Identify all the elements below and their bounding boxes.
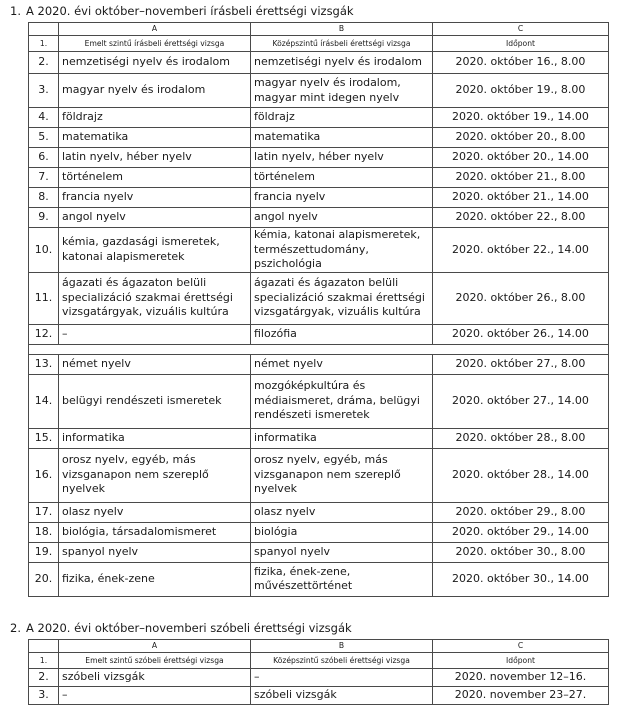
cell-emelt — [59, 669, 251, 687]
cell-line: földrajz — [254, 110, 295, 124]
table-row — [29, 52, 609, 74]
cell-kozep — [251, 428, 433, 448]
cell-kozep — [251, 687, 433, 705]
written-exams-table — [28, 22, 609, 597]
cell-emelt — [59, 448, 251, 502]
cell-line: kémia, gazdasági ismeretek, — [62, 235, 220, 249]
table-row — [29, 208, 609, 228]
column-letter: C — [433, 640, 609, 653]
cell-emelt — [59, 208, 251, 228]
cell-emelt — [59, 374, 251, 428]
cell-idopont: 2020. október 28., 14.00 — [433, 448, 609, 502]
cell-idopont: 2020. október 26., 8.00 — [433, 272, 609, 324]
cell-line: művészettörténet — [254, 579, 353, 592]
cell-line: biológia — [254, 524, 298, 538]
row-number: 8. — [29, 188, 59, 208]
cell-line: német nyelv — [254, 356, 323, 370]
cell-kozep — [251, 168, 433, 188]
cell-line: vizsganapon nem szereplő — [254, 467, 401, 481]
table-row — [29, 374, 609, 428]
cell-kozep — [251, 148, 433, 168]
row-number: 2. — [29, 669, 59, 687]
row-number: 6. — [29, 148, 59, 168]
cell-line: spanyol nyelv — [254, 544, 331, 558]
cell-kozep — [251, 208, 433, 228]
header-cell-c: Időpont — [433, 653, 609, 669]
row-number: 11. — [29, 272, 59, 324]
cell-idopont: 2020. október 19., 8.00 — [433, 74, 609, 108]
cell-line: vizsgatárgyak, vizuális kultúra — [254, 305, 421, 319]
cell-idopont: 2020. október 28., 8.00 — [433, 428, 609, 448]
cell-line: – — [62, 326, 68, 340]
cell-line: orosz nyelv, egyéb, más — [254, 453, 388, 467]
header-cell-a: Emelt szintű írásbeli érettségi vizsga — [59, 36, 251, 52]
table-row — [29, 168, 609, 188]
cell-kozep — [251, 542, 433, 562]
column-letter: B — [251, 23, 433, 36]
table-row — [29, 354, 609, 374]
row-number: 17. — [29, 502, 59, 522]
table-row — [29, 562, 609, 596]
column-letter: A — [59, 640, 251, 653]
cell-kozep — [251, 52, 433, 74]
cell-emelt — [59, 188, 251, 208]
header-row — [29, 653, 609, 669]
row-number: 13. — [29, 354, 59, 374]
cell-line: magyar nyelv és irodalom — [62, 83, 206, 97]
section-2-title-text: A 2020. évi október–novemberi szóbeli érettségi vizsgák — [26, 621, 352, 635]
cell-emelt — [59, 324, 251, 344]
section-2-title — [10, 621, 352, 635]
cell-idopont: 2020. október 30., 8.00 — [433, 542, 609, 562]
row-number: 3. — [29, 687, 59, 705]
cell-idopont: 2020. november 23–27. — [433, 687, 609, 705]
cell-kozep — [251, 324, 433, 344]
cell-emelt — [59, 272, 251, 324]
row-number: 3. — [29, 74, 59, 108]
cell-kozep — [251, 562, 433, 596]
cell-line: magyar mint idegen nyelv — [254, 90, 400, 104]
cell-emelt — [59, 428, 251, 448]
section-1-number: 1. — [10, 4, 21, 18]
cell-line: ágazati és ágazaton belüli — [254, 276, 399, 290]
cell-kozep — [251, 522, 433, 542]
cell-emelt — [59, 562, 251, 596]
oral-exams-table — [28, 639, 609, 705]
table-row — [29, 148, 609, 168]
cell-line: specializáció szakmai érettségi — [254, 290, 425, 304]
corner-cell — [29, 23, 59, 36]
row-number: 14. — [29, 374, 59, 428]
table-row — [29, 324, 609, 344]
table-row — [29, 669, 609, 687]
row-number: 2. — [29, 52, 59, 74]
header-cell-a: Emelt szintű szóbeli érettségi vizsga — [59, 653, 251, 669]
cell-idopont: 2020. november 12–16. — [433, 669, 609, 687]
table-row — [29, 522, 609, 542]
cell-line: vizsganapon nem szereplő — [62, 467, 209, 481]
cell-idopont: 2020. október 16., 8.00 — [433, 52, 609, 74]
cell-kozep — [251, 502, 433, 522]
row-number: 7. — [29, 168, 59, 188]
cell-line: olasz nyelv — [254, 504, 316, 518]
cell-line: nemzetiségi nyelv és irodalom — [254, 55, 422, 69]
table-row — [29, 228, 609, 273]
cell-line: rendészeti ismeretek — [254, 408, 370, 422]
cell-line: szóbeli vizsgák — [62, 670, 145, 684]
cell-line: természettudomány, pszichológia — [254, 242, 369, 270]
cell-emelt — [59, 228, 251, 273]
table-row — [29, 108, 609, 128]
table-gap — [29, 344, 609, 354]
cell-idopont: 2020. október 20., 14.00 — [433, 148, 609, 168]
cell-kozep — [251, 228, 433, 273]
table-row — [29, 502, 609, 522]
cell-kozep — [251, 188, 433, 208]
cell-line: francia nyelv — [254, 190, 326, 204]
cell-line: matematika — [254, 130, 321, 144]
section-1-title-text: A 2020. évi október–novemberi írásbeli érettségi vizsgák — [26, 4, 354, 18]
cell-line: történelem — [254, 170, 315, 184]
cell-line: nyelvek — [254, 482, 297, 496]
cell-line: spanyol nyelv — [62, 544, 139, 558]
cell-emelt — [59, 52, 251, 74]
cell-line: orosz nyelv, egyéb, más — [62, 453, 196, 467]
cell-line: – — [254, 670, 260, 684]
row-number: 5. — [29, 128, 59, 148]
table-row — [29, 272, 609, 324]
cell-line: specializáció szakmai érettségi — [62, 290, 233, 304]
cell-line: belügyi rendészeti ismeretek — [62, 393, 222, 407]
cell-idopont: 2020. október 29., 8.00 — [433, 502, 609, 522]
cell-line: történelem — [62, 170, 123, 184]
table-row — [29, 687, 609, 705]
cell-line: latin nyelv, héber nyelv — [254, 150, 384, 164]
row-number: 18. — [29, 522, 59, 542]
row-number: 9. — [29, 208, 59, 228]
cell-line: nemzetiségi nyelv és irodalom — [62, 55, 230, 69]
cell-idopont: 2020. október 20., 8.00 — [433, 128, 609, 148]
row-number: 15. — [29, 428, 59, 448]
cell-line: angol nyelv — [62, 210, 126, 224]
cell-idopont: 2020. október 19., 14.00 — [433, 108, 609, 128]
cell-kozep — [251, 74, 433, 108]
cell-line: fizika, ének-zene — [62, 571, 155, 585]
cell-line: angol nyelv — [254, 210, 318, 224]
cell-idopont: 2020. október 21., 8.00 — [433, 168, 609, 188]
cell-emelt — [59, 148, 251, 168]
cell-emelt — [59, 354, 251, 374]
cell-line: latin nyelv, héber nyelv — [62, 150, 192, 164]
cell-line: filozófia — [254, 326, 297, 340]
cell-kozep — [251, 272, 433, 324]
cell-line: olasz nyelv — [62, 504, 124, 518]
cell-kozep — [251, 374, 433, 428]
table-row — [29, 448, 609, 502]
cell-line: matematika — [62, 130, 129, 144]
cell-idopont: 2020. október 26., 14.00 — [433, 324, 609, 344]
column-letters-row — [29, 640, 609, 653]
column-letter: C — [433, 23, 609, 36]
table-row — [29, 74, 609, 108]
table-row — [29, 542, 609, 562]
cell-kozep — [251, 448, 433, 502]
cell-kozep — [251, 354, 433, 374]
table-row — [29, 188, 609, 208]
row-number: 4. — [29, 108, 59, 128]
cell-line: kémia, katonai alapismeretek, — [254, 228, 421, 241]
header-row — [29, 36, 609, 52]
table-row — [29, 128, 609, 148]
cell-line: fizika, ének-zene, — [254, 564, 351, 578]
section-1-title — [10, 4, 354, 18]
cell-idopont: 2020. október 29., 14.00 — [433, 522, 609, 542]
cell-line: vizsgatárgyak, vizuális kultúra — [62, 305, 229, 319]
header-cell-c: Időpont — [433, 36, 609, 52]
cell-emelt — [59, 687, 251, 705]
cell-idopont: 2020. október 30., 14.00 — [433, 562, 609, 596]
row-number: 16. — [29, 448, 59, 502]
row-number: 10. — [29, 228, 59, 273]
cell-line: földrajz — [62, 110, 103, 124]
cell-kozep — [251, 128, 433, 148]
cell-idopont: 2020. október 22., 8.00 — [433, 208, 609, 228]
cell-line: katonai alapismeretek — [62, 249, 185, 263]
cell-idopont: 2020. október 27., 8.00 — [433, 354, 609, 374]
row-number: 12. — [29, 324, 59, 344]
cell-line: biológia, társadalomismeret — [62, 524, 217, 538]
cell-line: médiaismeret, dráma, belügyi — [254, 393, 420, 407]
cell-idopont: 2020. október 21., 14.00 — [433, 188, 609, 208]
cell-emelt — [59, 108, 251, 128]
cell-line: francia nyelv — [62, 190, 134, 204]
cell-line: magyar nyelv és irodalom, — [254, 76, 401, 89]
cell-idopont: 2020. október 27., 14.00 — [433, 374, 609, 428]
cell-line: német nyelv — [62, 356, 131, 370]
section-2-number: 2. — [10, 621, 21, 635]
row-number: 20. — [29, 562, 59, 596]
header-cell-b: Középszintű szóbeli érettségi vizsga — [251, 653, 433, 669]
cell-emelt — [59, 522, 251, 542]
cell-line: informatika — [62, 430, 125, 444]
row-number: 19. — [29, 542, 59, 562]
cell-line: – — [62, 688, 68, 702]
header-cell-num: 1. — [29, 653, 59, 669]
cell-kozep — [251, 669, 433, 687]
cell-emelt — [59, 74, 251, 108]
header-cell-b: Középszintű írásbeli érettségi vizsga — [251, 36, 433, 52]
column-letter: B — [251, 640, 433, 653]
table-row — [29, 428, 609, 448]
column-letters-row — [29, 23, 609, 36]
cell-line: nyelvek — [62, 482, 105, 496]
cell-emelt — [59, 168, 251, 188]
header-cell-num: 1. — [29, 36, 59, 52]
cell-idopont: 2020. október 22., 14.00 — [433, 228, 609, 273]
column-letter: A — [59, 23, 251, 36]
gap-cell — [29, 344, 609, 354]
corner-cell — [29, 640, 59, 653]
cell-line: ágazati és ágazaton belüli — [62, 276, 207, 290]
cell-line: informatika — [254, 430, 317, 444]
cell-emelt — [59, 128, 251, 148]
cell-emelt — [59, 542, 251, 562]
cell-emelt — [59, 502, 251, 522]
cell-line: szóbeli vizsgák — [254, 688, 337, 702]
cell-kozep — [251, 108, 433, 128]
cell-line: mozgóképkultúra és — [254, 379, 366, 393]
